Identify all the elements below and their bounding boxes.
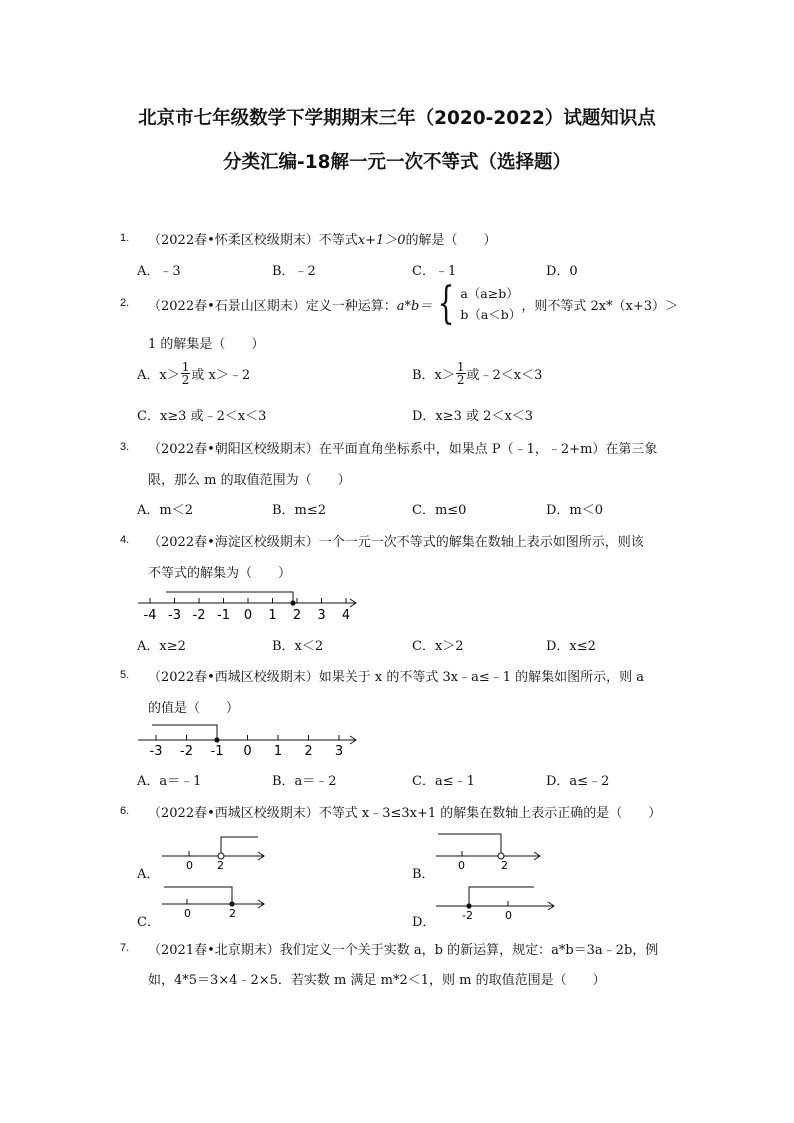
q6-d-number-line[interactable] [434, 880, 562, 920]
q1-option-a[interactable]: A．﹣3 [137, 264, 181, 279]
q6-b-label-0: 0 [458, 859, 465, 872]
q4-tick-label-2: -2 [192, 608, 206, 623]
q5-tick-label-1: -2 [180, 744, 193, 759]
q6-option-c[interactable]: C． [137, 915, 160, 930]
q4-number: 4. [120, 534, 130, 546]
q6-a-number-line[interactable] [160, 832, 272, 872]
q5-tick-label-2: -1 [210, 744, 224, 759]
q2-a-fraction [181, 361, 191, 386]
q3-option-b[interactable]: B．m≤2 [272, 503, 327, 518]
q4-tick-label-3: -1 [217, 608, 230, 623]
q2-brace: { [437, 278, 455, 329]
q6-d-label-neg2: -2 [462, 909, 473, 920]
q2-option-d[interactable]: D．x≥3 或 2＜x＜3 [412, 409, 534, 424]
q3-option-c[interactable]: C．m≤0 [412, 503, 467, 518]
q7-line1: （2021春•北京期末）我们定义一个关于实数 a，b 的新运算，规定：a*b＝3a﹣2b，例 [148, 943, 659, 958]
q6-b-number-line[interactable] [434, 828, 546, 872]
q5-line1: （2022春•西城区校级期末）如果关于 x 的不等式 3x﹣a≤﹣1 的解集如图所示，则 a [148, 670, 645, 685]
q2-tail: ，则不等式 2x*（x+3）＞ [521, 298, 679, 314]
q2-b-post: 或﹣2＜x＜3 [466, 368, 543, 383]
q6-option-b[interactable]: B． [412, 867, 435, 882]
q2-a-num: 1 [181, 360, 190, 374]
q3-line1: （2022春•朝阳区校级期末）在平面直角坐标系中，如果点 P（﹣1，﹣2+m）在第三象 [148, 442, 658, 457]
q6-c-ray [164, 887, 232, 904]
q1-stem [148, 229, 497, 248]
q2-source: （2022春•石景山区期末）定义一种运算： [148, 298, 397, 314]
q4-tick-label-6: 2 [292, 608, 302, 623]
q6-a-label-0: 0 [186, 859, 193, 872]
q6-a-ray [221, 837, 258, 856]
q6-option-d[interactable]: D． [412, 915, 436, 930]
page-title-line1: 北京市七年级数学下学期期末三年（2020-2022）试题知识点 [138, 108, 656, 129]
q2-b-num: 1 [456, 360, 465, 374]
q6-c-label-0: 0 [184, 907, 191, 920]
q5-tick-label-4: 1 [273, 744, 283, 759]
q7-line2: 如，4*5＝3×4﹣2×5．若实数 m 满足 m*2＜1，则 m 的取值范围是（ ） [148, 973, 606, 988]
q1-option-c[interactable]: C．﹣1 [412, 264, 457, 279]
q5-solution-ray [152, 725, 217, 740]
q4-option-c[interactable]: C．x＞2 [412, 639, 464, 654]
q2-line2: 1 的解集是（ ） [148, 337, 265, 352]
q2-option-b[interactable] [412, 361, 542, 386]
q6-c-label-2: 2 [229, 907, 236, 920]
q5-option-a[interactable]: A．a＝﹣1 [137, 774, 202, 789]
q4-option-a[interactable]: A．x≥2 [137, 639, 186, 654]
q4-number-line [136, 586, 366, 626]
q2-option-c[interactable]: C．x≥3 或﹣2＜x＜3 [137, 409, 267, 424]
q5-tick-label-0: -3 [149, 744, 163, 759]
q4-solution-ray [166, 592, 293, 603]
q4-tick-label-0: -4 [143, 608, 157, 623]
q4-closed-dot [290, 600, 295, 605]
q5-number: 5. [120, 669, 130, 681]
q6-a-label-2: 2 [217, 859, 224, 872]
q2-b-fraction [456, 361, 466, 386]
q4-option-d[interactable]: D．x≤2 [546, 639, 596, 654]
q4-tick-label-8: 4 [341, 608, 351, 623]
q2-case1: a（a≥b） [460, 286, 519, 301]
q3-option-a[interactable]: A．m＜2 [137, 503, 193, 518]
q3-number: 3. [120, 441, 130, 453]
q4-line2: 不等式的解集为（ ） [148, 566, 292, 581]
q2-a-pre: A．x＞ [137, 368, 180, 383]
q1-option-b[interactable]: B．﹣2 [272, 264, 316, 279]
q6-line1: （2022春•西城区校级期末）不等式 x﹣3≤3x+1 的解集在数轴上表示正确的是（ ） [148, 806, 662, 821]
q2-b-pre: B．x＞ [412, 368, 455, 383]
q2-stem [148, 278, 679, 329]
q6-b-label-2: 2 [501, 859, 508, 872]
q2-option-a[interactable] [137, 361, 250, 386]
q2-a-post: 或 x＞﹣2 [191, 368, 251, 383]
q2-b-den: 2 [456, 373, 465, 387]
q6-d-label-0: 0 [505, 909, 512, 920]
q5-number-line [136, 718, 366, 760]
q4-ticks [144, 598, 351, 623]
q6-c-number-line[interactable] [160, 880, 272, 920]
q1-number: 1. [120, 232, 130, 244]
q6-number: 6. [120, 805, 130, 817]
q1-source: （2022春•怀柔区校级期末）不等式 [148, 233, 358, 248]
q5-ticks [150, 735, 344, 759]
q4-option-b[interactable]: B．x＜2 [272, 639, 324, 654]
q3-line2: 限，那么 m 的取值范围为（ ） [148, 473, 351, 488]
q6-d-ray [469, 887, 534, 906]
q2-number: 2. [120, 297, 130, 309]
q5-tick-label-5: 2 [304, 744, 313, 759]
q5-option-c[interactable]: C．a≤﹣1 [412, 774, 475, 789]
q6-option-a[interactable]: A． [137, 867, 160, 882]
q4-tick-label-1: -3 [168, 608, 181, 623]
q5-option-b[interactable]: B．a＝﹣2 [272, 774, 337, 789]
q7-number: 7. [120, 942, 130, 954]
q4-tick-label-5: 1 [268, 608, 277, 623]
q5-tick-label-3: 0 [243, 744, 252, 759]
q4-line1: （2022春•海淀区校级期末）一个一元一次不等式的解集在数轴上表示如图所示，则该 [148, 535, 644, 550]
q6-d-closed-dot [466, 903, 471, 908]
q5-option-d[interactable]: D．a≤﹣2 [546, 774, 610, 789]
page-title-line2: 分类汇编-18解一元一次不等式（选择题） [223, 152, 571, 173]
q5-line2: 的值是（ ） [148, 701, 240, 716]
q3-option-d[interactable]: D．m＜0 [546, 503, 604, 518]
q4-tick-label-4: 0 [243, 608, 253, 623]
q6-c-closed-dot [229, 901, 234, 906]
q2-cases [460, 283, 521, 325]
q1-tail: 的解是（ ） [405, 233, 497, 248]
q2-operation: a*b＝ [396, 298, 433, 314]
q1-expr: x+1＞0 [357, 233, 406, 248]
q5-closed-dot [214, 737, 219, 742]
q1-option-d[interactable]: D．0 [546, 264, 578, 279]
q5-tick-label-6: 3 [334, 744, 344, 759]
q2-case2: b（a＜b） [460, 307, 522, 322]
q4-tick-label-7: 3 [317, 608, 326, 623]
q2-a-den: 2 [181, 373, 190, 387]
q6-b-ray [438, 834, 501, 856]
